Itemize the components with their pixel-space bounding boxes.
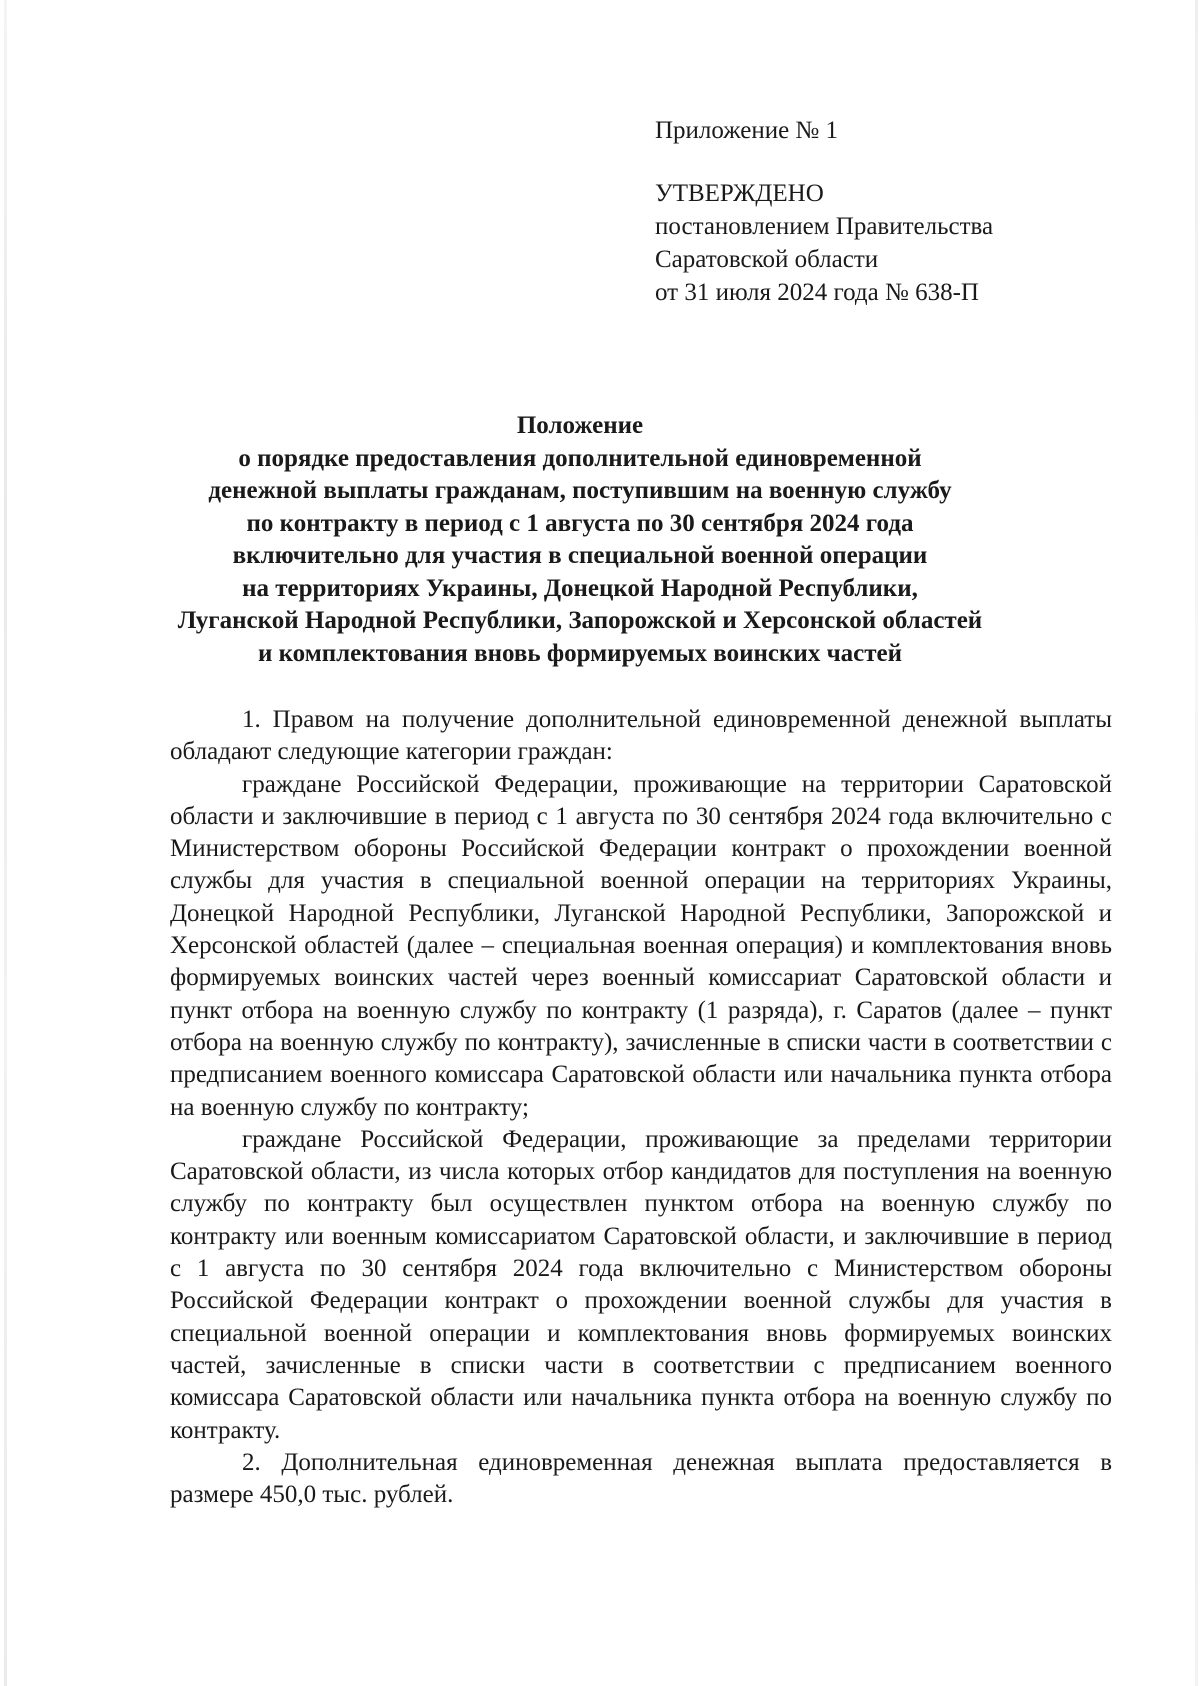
scan-edge-left	[4, 0, 7, 1686]
approval-line-1: постановлением Правительства	[655, 213, 994, 240]
title-line: включительно для участия в специальной военной операции	[232, 542, 928, 569]
scan-edge-right	[1195, 0, 1198, 1686]
title-line: по контракту в период с 1 августа по 30 сентября 2024 года	[246, 509, 914, 537]
paragraph-category-residents: граждане Российской Федерации, проживающие на территории Саратовской области и заключившие в период с 1 августа по 30 сентября 2024 года включительно с Министерством обороны Российской Федерации контракт о прохождении военной службы для участия в специальной военной операции на территориях Украины, Донецкой Народной Республики, Луганской Народной Республики, Запорожской и Херсонской областей (далее – специальная военная операция) и комплектования вновь формируемых воинских частей через военный комиссариат Саратовской области и пункт отбора на военную службу по контракту (1 разряда), г. Саратов (далее – пункт отбора на военную службу по контракту), зачисленные в списки части в соответствии с предписанием военного комиссара Саратовской области или начальника пункта отбора на военную службу по контракту;	[170, 770, 1112, 1121]
approval-line-3: от 31 июля 2024 года № 638-П	[655, 279, 979, 306]
paragraph-clause-1: 1. Правом на получение дополнительной единовременной денежной выплаты обладают следующие категории граждан:	[170, 706, 1112, 766]
paragraph-clause-2: 2. Дополнительная единовременная денежная выплата предоставляется в размере 450,0 тыс. рублей.	[170, 1448, 1112, 1509]
title-line: о порядке предоставления дополнительной единовременной	[238, 444, 922, 472]
title-heading: Положение	[516, 412, 644, 439]
document-title	[130, 410, 1030, 670]
title-line: на территориях Украины, Донецкой Народной Республики,	[242, 574, 918, 602]
approval-block	[655, 114, 993, 309]
paragraph-category-nonresidents: граждане Российской Федерации, проживающие за пределами территории Саратовской области, из числа которых отбор кандидатов для поступления на военную службу по контракту был осуществлен пунктом отбора на военную службу по контракту или военным комиссариатом Саратовской области, и заключившие в период с 1 августа по 30 сентября 2024 года включительно с Министерством обороны Российской Федерации контракт о прохождении военной службы для участия в специальной военной операции и комплектования вновь формируемых воинских частей, зачисленные в списки части в соответствии с предписанием военного комиссара Саратовской области или начальника пункта отбора на военную службу по контракту.	[170, 1125, 1112, 1444]
approved-stamp-text: УТВЕРЖДЕНО	[655, 180, 824, 207]
title-line: денежной выплаты гражданам, поступившим на военную службу	[208, 477, 952, 504]
title-line: и комплектования вновь формируемых воинских частей	[257, 639, 903, 667]
appendix-label: Приложение № 1	[655, 117, 839, 144]
document-body	[170, 704, 1112, 1511]
approval-line-2: Саратовской области	[655, 246, 879, 273]
title-line: Луганской Народной Республики, Запорожской и Херсонской областей	[177, 607, 983, 634]
